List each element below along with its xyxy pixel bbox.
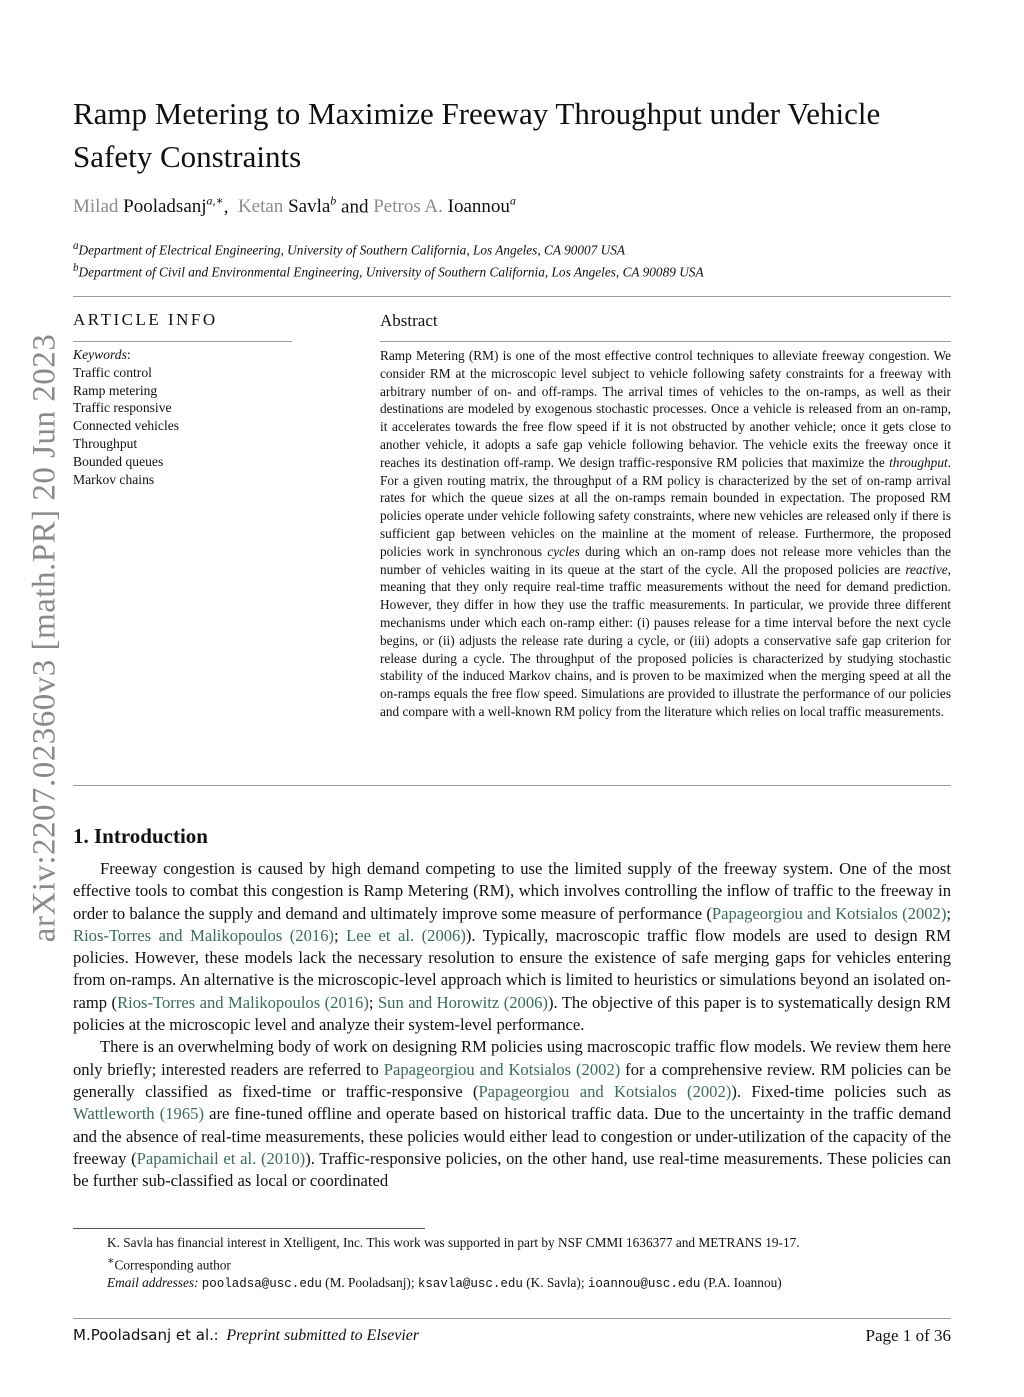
citation-link[interactable]: Papageorgiou and Kotsialos (2002) — [478, 1081, 732, 1101]
paragraph: There is an overwhelming body of work on designing RM policies using macroscopic traffic flow models. We review them here only briefly; interested readers are referred to Papageorgiou and Kotsialos (2002) for a comprehensive review. RM policies can be generally classified as fixed-time or traffic-responsive (Papageorgiou and Kotsialos (2002)). Fixed-time policies such as Wattleworth (1965) are fine-tuned offline and operate based on historical traffic data. Due to the uncertainty in the traffic demand and the absence of real-time measurements, these policies would either lead to congestion or under-utilization of the capacity of the freeway (Papamichail et al. (2010)). Traffic-responsive policies, on the other hand, use real-time measurements. These policies can be further sub-classified as local or coordinated — [73, 1037, 952, 1191]
keyword-item: Connected vehicles — [73, 418, 180, 434]
author-and: and — [341, 196, 369, 218]
footer-citation: M.Pooladsanj et al.: Preprint submitted to Elsevier — [73, 1326, 420, 1344]
email-link[interactable]: ioannou@usc.edu — [587, 1277, 701, 1292]
footnotes — [107, 1234, 800, 1293]
abstract-text: Ramp Metering (RM) is one of the most effective control techniques to alleviate freeway congestion. We consider RM at the microscopic level subject to vehicle following safety constraints for a freeway with arbitrary number of on- and off-ramps. The arrival times of vehicles to the on-ramps, as well as their destinations are modeled by exogenous stochastic processes. Once a vehicle is released from an on-ramp, it accelerates towards the free flow speed if it is not obstructed by another vehicle; once it gets close to another vehicle, it adopts a safe gap vehicle following behavior. The vehicle exits the freeway once it reaches its destination off-ramp. We design traffic-responsive RM policies that maximize the throughput. For a given routing matrix, the throughput of a RM policy is characterized by the set of on-ramp arrival rates for which the queue sizes at all the on-ramps remain bounded in expectation. The proposed RM policies operate under vehicle following safety constraints, where new vehicles are released only if there is sufficient gap between vehicles on the mainline at the moment of release. Furthermore, the proposed policies work in synchronous cycles during which an on-ramp does not release more vehicles than the number of vehicles waiting in its queue at the start of the cycle. All the proposed policies are reactive, meaning that they only require real-time traffic measurements without the need for demand prediction. However, they differ in how they use the traffic measurements. In particular, we provide three different mechanisms under which each on-ramp either: (i) pauses release for a time interval before the next cycle begins, or (ii) adjusts the release rate during a cycle, or (iii) adopts a conservative safe gap criterion for release during a cycle. The throughput of the proposed policies is characterized by studying stochastic stability of the induced Markov chains, and is proven to be maximized when the merging speed at all the on-ramps equals the free flow speed. Simulations are provided to illustrate the performance of our policies and compare with a well-known RM policy from the literature which relies on local traffic measurements. — [380, 348, 951, 719]
section-heading-introduction: 1. Introduction — [73, 824, 208, 848]
author-3[interactable]: Petros A. Ioannou$^a$ — [373, 194, 516, 218]
citation-link[interactable]: Rios-Torres and Malikopoulos (2016) — [117, 992, 369, 1012]
affiliation-a: $^a$Department of Electrical Engineering, University of Southern California, Los Angeles, CA 90007 USA — [73, 240, 626, 258]
citation-link[interactable]: Lee et al. (2006) — [346, 925, 466, 945]
abstract-divider — [380, 341, 951, 342]
email-note: Email addresses: pooladsa@usc.edu (M. Pooladsanj); ksavla@usc.edu (K. Savla); ioannou@usc.edu (P.A. Ioannou) — [107, 1275, 782, 1292]
abstract-heading: Abstract — [380, 311, 438, 330]
citation-link[interactable]: Papageorgiou and Kotsialos (2002) — [383, 1059, 621, 1079]
footer-divider — [73, 1318, 951, 1319]
keyword-item: Ramp metering — [73, 382, 158, 398]
paragraph: Freeway congestion is caused by high demand competing to use the limited supply of the freeway system. One of the most effective tools to combat this congestion is Ramp Metering (RM), which involves controlling the inflow of traffic to the freeway in order to balance the supply and demand and ultimately improve some measure of performance (Papageorgiou and Kotsialos (2002); Rios-Torres and Malikopoulos (2016); Lee et al. (2006)). Typically, macroscopic traffic flow models are used to design RM policies. However, these models lack the necessary resolution to ensure the existence of safe merging gaps for vehicles entering from on-ramps. An alternative is the microscopic-level approach which is limited to heuristics or simulations beyond an isolated on-ramp (Rios-Torres and Malikopoulos (2016); Sun and Horowitz (2006)). The objective of this paper is to systematically design RM policies at the microscopic level and analyze their system-level performance. — [73, 859, 952, 1035]
keyword-item: Throughput — [73, 435, 138, 451]
citation-link[interactable]: Papageorgiou and Kotsialos (2002) — [711, 903, 947, 923]
author-1[interactable]: Milad Pooladsanj$^{a,∗}$ — [73, 194, 224, 218]
corresponding-note: ∗Corresponding author — [107, 1255, 231, 1273]
affiliation-b: $^b$Department of Civil and Environmental Engineering, University of Southern California, Los Angeles, CA 90089 USA — [73, 262, 704, 280]
keyword-item: Traffic control — [73, 364, 152, 380]
keyword-item: Traffic responsive — [73, 400, 172, 416]
keyword-item: Bounded queues — [73, 453, 164, 469]
citation-link[interactable]: Rios-Torres and Malikopoulos (2016) — [73, 925, 335, 945]
citation-link[interactable]: Sun and Horowitz (2006) — [377, 992, 548, 1012]
email-link[interactable]: pooladsa@usc.edu — [201, 1277, 322, 1292]
page-number: Page 1 of 36 — [865, 1326, 951, 1345]
introduction-body — [73, 858, 951, 1192]
funding-note: K. Savla has financial interest in Xtelligent, Inc. This work was supported in part by NSF CMMI 1636377 and METRANS 19-17. — [107, 1235, 800, 1250]
footnote-divider — [73, 1228, 425, 1229]
citation-link[interactable]: Papamichail et al. (2010) — [136, 1148, 306, 1168]
article-info-heading: ARTICLE INFO — [73, 310, 218, 329]
header-divider — [73, 296, 951, 297]
paper-title: Ramp Metering to Maximize Freeway Throughput under Vehicle Safety Constraints — [73, 96, 881, 174]
citation-link[interactable]: Wattleworth (1965) — [73, 1104, 204, 1124]
author-list: Milad Pooladsanj$^{a,∗}$, Ketan Savla$^b$ and Petros A. Ioannou$^a$ — [73, 194, 516, 218]
article-info-divider — [73, 341, 292, 342]
keywords-label: Keywords — [73, 347, 127, 362]
footer-venue: Preprint submitted to Elsevier — [226, 1327, 420, 1344]
author-2[interactable]: Ketan Savla$^b$ — [237, 194, 337, 218]
keywords-block: Keywords: Traffic control Ramp metering Traffic responsive Connected vehicles Throughput Bounded queues Markov chains — [73, 347, 180, 487]
abstract-end-divider — [73, 785, 951, 786]
keyword-item: Markov chains — [73, 471, 155, 487]
email-link[interactable]: ksavla@usc.edu — [417, 1277, 523, 1292]
